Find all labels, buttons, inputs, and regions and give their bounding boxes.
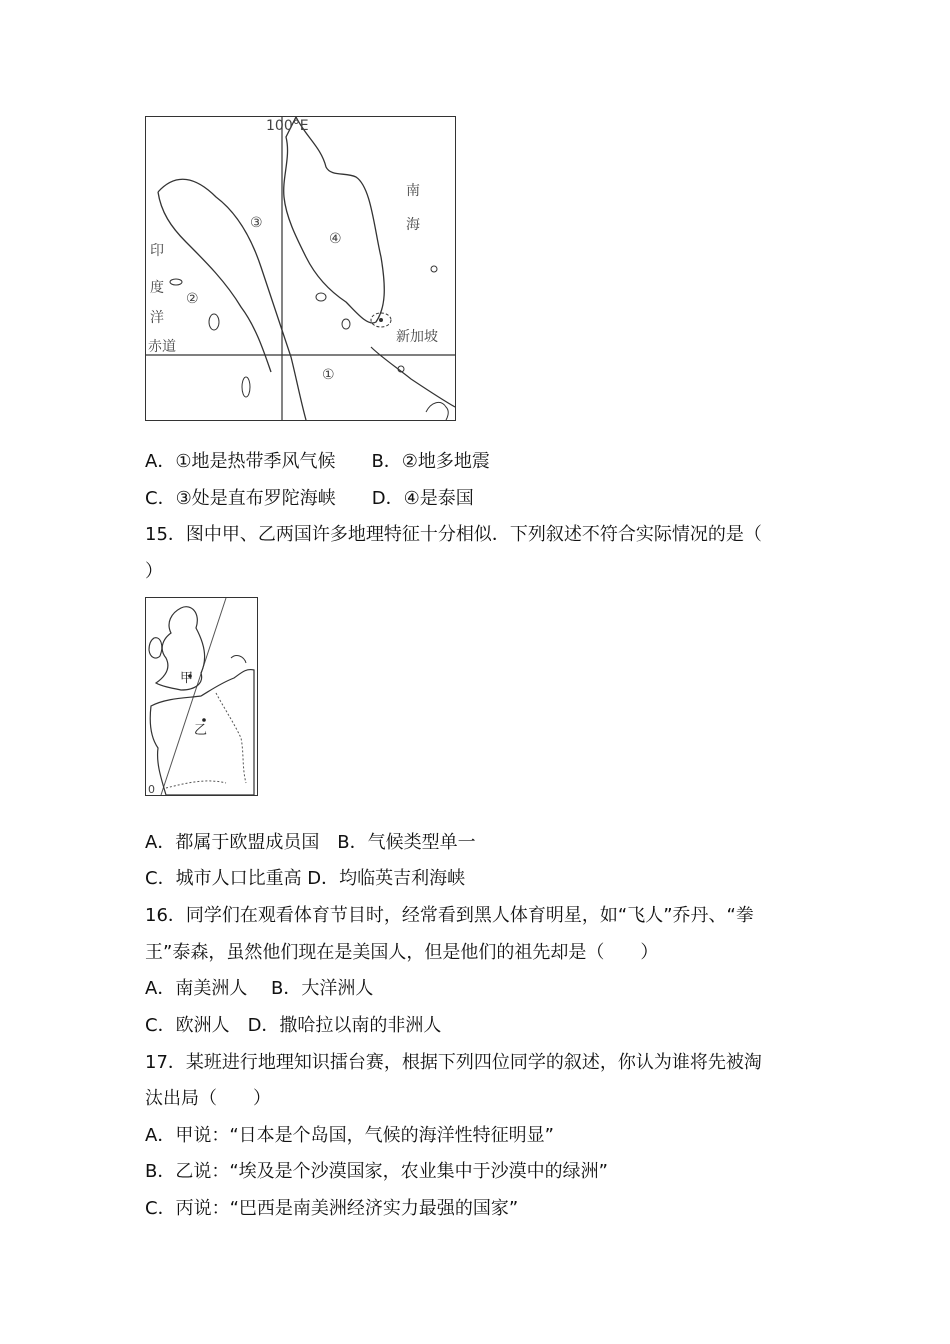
ocean-label-3: 洋: [150, 310, 164, 326]
q17-option-b: B．乙说：“埃及是个沙漠国家，农业集中于沙漠中的绿洲”: [145, 1161, 608, 1182]
borneo-coast: [371, 347, 455, 407]
meridian-label: 100°E: [266, 118, 309, 134]
island: [431, 266, 437, 272]
q16-options-row2: C．欧洲人 D．撒哈拉以南的非洲人: [145, 1015, 442, 1036]
border: [216, 693, 246, 783]
mark-1: ①: [322, 367, 335, 383]
q14-options-row1: A．①地是热带季风气候 B．②地多地震: [145, 451, 490, 472]
q16-stem-line2: 王”泰森，虽然他们现在是美国人，但是他们的祖先却是（ ）: [145, 942, 659, 963]
island: [209, 314, 219, 330]
malay-peninsula-map: [145, 116, 456, 421]
ocean-label-1: 印: [150, 243, 164, 259]
western-europe-map: [145, 597, 258, 796]
q15-stem-line1: 15．图中甲、乙两国许多地理特征十分相似．下列叙述不符合实际情况的是（: [145, 524, 762, 545]
coast-detail: [231, 656, 246, 663]
q17-stem-line2: 汰出局（ ）: [145, 1088, 271, 1109]
zero-label: 0: [148, 783, 155, 795]
jia-label: 甲: [180, 671, 194, 686]
paris-dot: [202, 718, 206, 722]
ocean-label-2: 度: [150, 280, 164, 296]
sumatra-outline-east: [158, 179, 306, 420]
equator-label: 赤道: [148, 339, 176, 355]
island: [242, 377, 250, 397]
q15-stem-line2: ）: [145, 561, 163, 582]
q17-stem-line1: 17．某班进行地理知识擂台赛，根据下列四位同学的叙述，你认为谁将先被淘: [145, 1052, 762, 1073]
island: [426, 402, 448, 420]
map2-drawing: [146, 598, 257, 795]
q16-options-row1: A．南美洲人 B．大洋洲人: [145, 978, 374, 999]
mark-3: ③: [250, 215, 263, 231]
q15-options-row2: C．城市人口比重高 D．均临英吉利海峡: [145, 868, 466, 889]
q14-options-row2: C．③处是直布罗陀海峡 D．④是泰国: [145, 488, 474, 509]
ireland-outline: [149, 638, 162, 658]
singapore-dot: [379, 318, 383, 322]
island: [316, 293, 326, 301]
sea-label-1: 南: [406, 183, 420, 199]
yi-label: 乙: [194, 723, 208, 738]
q15-options-row1: A．都属于欧盟成员国 B．气候类型单一: [145, 832, 476, 853]
q17-option-a: A．甲说：“日本是个岛国，气候的海洋性特征明显”: [145, 1125, 554, 1146]
q16-stem-line1: 16．同学们在观看体育节目时，经常看到黑人体育明星，如“飞人”乔丹、“拳: [145, 905, 754, 926]
map-drawing: [146, 117, 455, 420]
mark-2: ②: [186, 291, 199, 307]
mark-4: ④: [329, 231, 342, 247]
q17-option-c: C．丙说：“巴西是南美洲经济实力最强的国家”: [145, 1198, 519, 1219]
sea-label-2: 海: [406, 217, 420, 233]
island: [342, 319, 350, 329]
city-label: 新加坡: [396, 329, 438, 345]
island: [170, 279, 182, 285]
peninsula-outline: [284, 117, 385, 323]
border: [166, 781, 226, 788]
